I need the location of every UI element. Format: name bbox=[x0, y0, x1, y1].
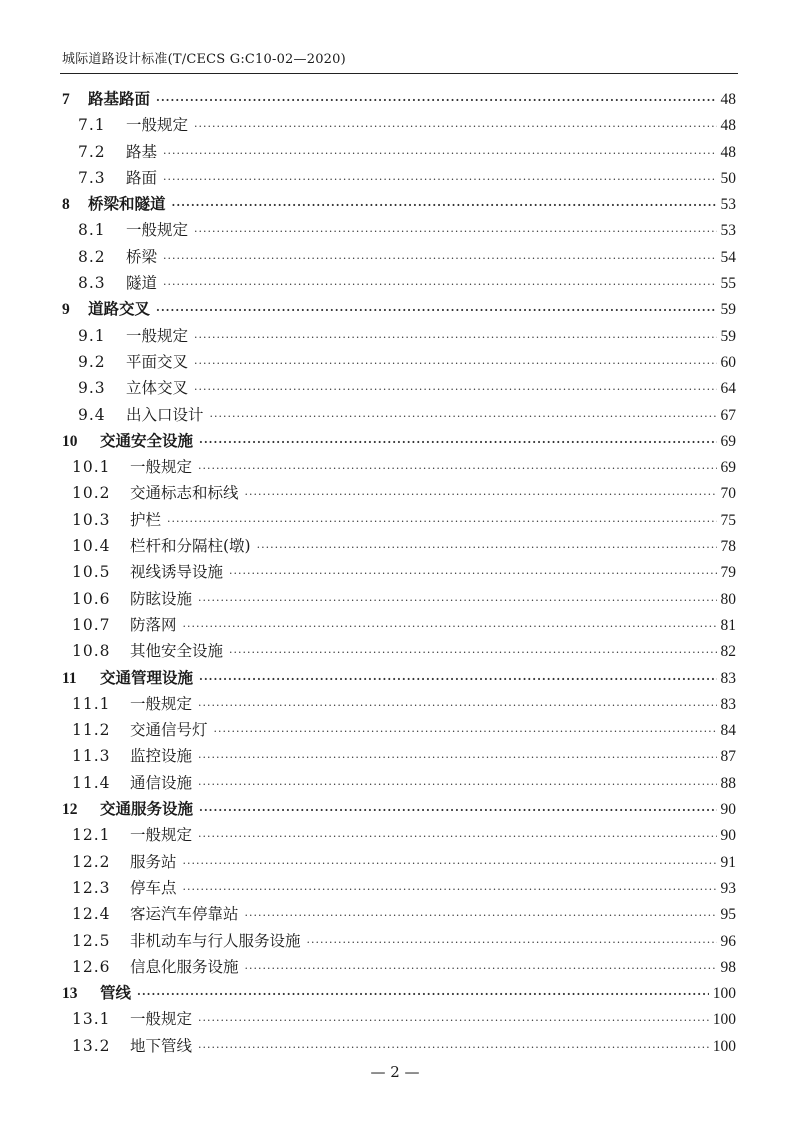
toc-entry-title: 监控设施 bbox=[130, 747, 193, 766]
toc-entry-number: 12.5 bbox=[72, 931, 111, 950]
toc-entry-title: 栏杆和分隔柱(墩) bbox=[130, 537, 251, 556]
toc-entry-title: 一般规定 bbox=[126, 116, 189, 135]
toc-dot-leader bbox=[198, 772, 716, 798]
toc-entry-page: 55 bbox=[720, 275, 736, 293]
toc-entry-title: 客运汽车停靠站 bbox=[130, 905, 239, 924]
toc-section-row[interactable] bbox=[62, 770, 736, 796]
toc-entry-title: 非机动车与行人服务设施 bbox=[130, 931, 301, 950]
toc-section-row[interactable] bbox=[62, 901, 736, 927]
toc-entry-title: 地下管线 bbox=[130, 1036, 193, 1055]
toc-entry-page: 96 bbox=[720, 932, 736, 950]
toc-entry-title: 视线诱导设施 bbox=[130, 563, 224, 582]
toc-entry-number: 10.4 bbox=[72, 537, 111, 556]
toc-entry-page: 69 bbox=[720, 459, 736, 477]
toc-entry-title: 道路交叉 bbox=[88, 299, 151, 319]
toc-dot-leader bbox=[214, 719, 717, 745]
toc-entry-page: 59 bbox=[720, 301, 736, 319]
toc-section-row[interactable] bbox=[62, 165, 736, 191]
toc-dot-leader bbox=[163, 141, 716, 167]
toc-section-row[interactable] bbox=[62, 244, 736, 270]
toc-dot-leader bbox=[194, 325, 716, 351]
toc-dot-leader bbox=[198, 745, 716, 771]
toc-entry-page: 69 bbox=[720, 432, 736, 450]
toc-section-row[interactable] bbox=[62, 112, 736, 138]
toc-entry-number: 9.2 bbox=[78, 352, 106, 371]
toc-dot-leader bbox=[194, 219, 716, 245]
toc-entry-title: 一般规定 bbox=[126, 326, 189, 345]
toc-entry-number: 9.1 bbox=[78, 326, 106, 345]
toc-chapter-row[interactable] bbox=[62, 665, 736, 691]
toc-entry-number: 8.3 bbox=[78, 274, 106, 293]
toc-entry-page: 48 bbox=[720, 117, 736, 135]
table-of-contents bbox=[62, 86, 736, 1059]
toc-entry-title: 护栏 bbox=[130, 510, 162, 529]
toc-dot-leader bbox=[194, 351, 716, 377]
toc-dot-leader bbox=[194, 377, 716, 403]
toc-entry-number: 11.1 bbox=[72, 694, 111, 713]
toc-entry-number: 7.2 bbox=[78, 142, 106, 161]
toc-dot-leader bbox=[163, 246, 716, 272]
toc-entry-title: 一般规定 bbox=[126, 221, 189, 240]
toc-dot-leader bbox=[198, 456, 716, 482]
toc-entry-title: 通信设施 bbox=[130, 773, 193, 792]
toc-entry-title: 其他安全设施 bbox=[130, 642, 224, 661]
toc-entry-number: 11.2 bbox=[72, 721, 111, 740]
toc-entry-title: 路基 bbox=[126, 142, 158, 161]
toc-section-row[interactable] bbox=[62, 402, 736, 428]
toc-entry-title: 信息化服务设施 bbox=[130, 957, 239, 976]
toc-dot-leader bbox=[210, 404, 717, 430]
toc-chapter-row[interactable] bbox=[62, 980, 736, 1006]
toc-entry-title: 路基路面 bbox=[88, 89, 151, 108]
toc-entry-page: 54 bbox=[720, 248, 736, 266]
toc-entry-page: 67 bbox=[720, 406, 736, 424]
toc-entry-page: 75 bbox=[720, 511, 736, 529]
toc-entry-page: 95 bbox=[720, 906, 736, 924]
toc-entry-number: 12.4 bbox=[72, 905, 111, 924]
toc-section-row[interactable] bbox=[62, 612, 736, 638]
toc-entry-page: 70 bbox=[720, 485, 736, 503]
toc-entry-number: 11.4 bbox=[72, 773, 111, 792]
toc-entry-title: 交通安全设施 bbox=[100, 430, 194, 450]
toc-entry-title: 交通服务设施 bbox=[100, 799, 194, 819]
toc-section-row[interactable] bbox=[62, 928, 736, 954]
toc-entry-title: 管线 bbox=[100, 983, 132, 1003]
toc-entry-page: 53 bbox=[720, 196, 736, 214]
toc-section-row[interactable] bbox=[62, 954, 736, 980]
toc-section-row[interactable] bbox=[62, 480, 736, 506]
toc-entry-number: 8.1 bbox=[78, 221, 106, 240]
toc-entry-number: 11.3 bbox=[72, 747, 111, 766]
toc-section-row[interactable] bbox=[62, 743, 736, 769]
toc-entry-number: 13.2 bbox=[72, 1036, 111, 1055]
toc-entry-page: 48 bbox=[720, 91, 736, 108]
toc-entry-title: 一般规定 bbox=[130, 458, 193, 477]
toc-entry-number: 7.3 bbox=[78, 168, 106, 187]
toc-entry-number: 12 bbox=[62, 801, 78, 819]
toc-entry-number: 12.2 bbox=[72, 852, 111, 871]
toc-dot-leader bbox=[199, 798, 716, 824]
toc-section-row[interactable] bbox=[62, 139, 736, 165]
toc-entry-page: 82 bbox=[720, 643, 736, 661]
toc-dot-leader bbox=[156, 88, 716, 114]
toc-entry-number: 13.1 bbox=[72, 1010, 111, 1029]
toc-entry-number: 7 bbox=[62, 91, 70, 108]
toc-chapter-row[interactable] bbox=[62, 796, 736, 822]
toc-section-row[interactable] bbox=[62, 1006, 736, 1032]
toc-section-row[interactable] bbox=[62, 559, 736, 585]
toc-entry-page: 53 bbox=[720, 222, 736, 240]
toc-section-row[interactable] bbox=[62, 323, 736, 349]
toc-dot-leader bbox=[229, 640, 716, 666]
toc-entry-title: 交通标志和标线 bbox=[130, 484, 239, 503]
toc-entry-number: 10.7 bbox=[72, 615, 111, 634]
toc-section-row[interactable] bbox=[62, 270, 736, 296]
toc-entry-title: 桥梁 bbox=[126, 247, 158, 266]
page-number: — 2 — bbox=[370, 1063, 420, 1081]
toc-entry-page: 83 bbox=[720, 695, 736, 713]
toc-dot-leader bbox=[198, 693, 716, 719]
toc-entry-number: 10.5 bbox=[72, 563, 111, 582]
toc-section-row[interactable] bbox=[62, 533, 736, 559]
toc-entry-page: 83 bbox=[720, 669, 736, 687]
toc-dot-leader bbox=[167, 509, 716, 535]
toc-dot-leader bbox=[257, 535, 717, 561]
toc-entry-page: 90 bbox=[720, 827, 736, 845]
toc-section-row[interactable] bbox=[62, 349, 736, 375]
header-rule bbox=[60, 73, 738, 74]
toc-entry-number: 8 bbox=[62, 196, 70, 214]
toc-dot-leader bbox=[194, 114, 716, 140]
toc-entry-page: 78 bbox=[720, 538, 736, 556]
toc-entry-number: 10.6 bbox=[72, 589, 111, 608]
toc-entry-title: 立体交叉 bbox=[126, 379, 189, 398]
toc-entry-number: 9.3 bbox=[78, 379, 106, 398]
toc-section-row[interactable] bbox=[62, 875, 736, 901]
toc-entry-title: 出入口设计 bbox=[126, 405, 204, 424]
toc-dot-leader bbox=[198, 824, 716, 850]
toc-entry-number: 10.8 bbox=[72, 642, 111, 661]
toc-entry-page: 59 bbox=[720, 327, 736, 345]
toc-dot-leader bbox=[172, 193, 717, 219]
toc-entry-page: 60 bbox=[720, 353, 736, 371]
toc-section-row[interactable] bbox=[62, 507, 736, 533]
toc-entry-title: 桥梁和隧道 bbox=[88, 194, 166, 214]
toc-entry-number: 10.1 bbox=[72, 458, 111, 477]
toc-entry-number: 11 bbox=[62, 669, 77, 687]
toc-dot-leader bbox=[199, 430, 716, 456]
toc-entry-title: 一般规定 bbox=[130, 694, 193, 713]
toc-section-row[interactable] bbox=[62, 717, 736, 743]
toc-dot-leader bbox=[198, 1008, 709, 1034]
toc-dot-leader bbox=[163, 272, 716, 298]
toc-entry-page: 98 bbox=[720, 958, 736, 976]
toc-dot-leader bbox=[245, 903, 717, 929]
toc-dot-leader bbox=[183, 614, 717, 640]
toc-entry-page: 91 bbox=[720, 853, 736, 871]
toc-dot-leader bbox=[199, 667, 716, 693]
toc-entry-title: 服务站 bbox=[130, 852, 177, 871]
toc-section-row[interactable] bbox=[62, 822, 736, 848]
toc-entry-page: 88 bbox=[720, 774, 736, 792]
toc-entry-number: 12.1 bbox=[72, 826, 111, 845]
toc-section-row[interactable] bbox=[62, 691, 736, 717]
toc-entry-title: 一般规定 bbox=[130, 1010, 193, 1029]
toc-section-row[interactable] bbox=[62, 454, 736, 480]
toc-entry-page: 93 bbox=[720, 879, 736, 897]
toc-entry-number: 9 bbox=[62, 301, 70, 319]
toc-chapter-row[interactable] bbox=[62, 428, 736, 454]
toc-entry-page: 50 bbox=[720, 169, 736, 187]
toc-entry-number: 13 bbox=[62, 985, 78, 1003]
toc-entry-number: 12.6 bbox=[72, 957, 111, 976]
toc-dot-leader bbox=[245, 482, 717, 508]
toc-entry-page: 100 bbox=[712, 1037, 736, 1055]
toc-section-row[interactable] bbox=[62, 217, 736, 243]
toc-entry-page: 90 bbox=[720, 801, 736, 819]
toc-dot-leader bbox=[198, 1035, 709, 1061]
toc-entry-number: 10.2 bbox=[72, 484, 111, 503]
toc-entry-page: 100 bbox=[712, 1011, 736, 1029]
toc-section-row[interactable] bbox=[62, 375, 736, 401]
toc-entry-title: 防落网 bbox=[130, 615, 177, 634]
toc-dot-leader bbox=[229, 561, 716, 587]
toc-entry-title: 路面 bbox=[126, 168, 158, 187]
toc-entry-title: 一般规定 bbox=[130, 826, 193, 845]
toc-chapter-row[interactable] bbox=[62, 191, 736, 217]
toc-entry-page: 80 bbox=[720, 590, 736, 608]
toc-entry-page: 84 bbox=[720, 722, 736, 740]
toc-chapter-row[interactable] bbox=[62, 296, 736, 322]
toc-entry-number: 8.2 bbox=[78, 247, 106, 266]
toc-dot-leader bbox=[183, 877, 717, 903]
toc-entry-title: 平面交叉 bbox=[126, 352, 189, 371]
toc-entry-number: 7.1 bbox=[78, 116, 106, 135]
toc-entry-page: 79 bbox=[720, 564, 736, 582]
toc-entry-number: 9.4 bbox=[78, 405, 106, 424]
toc-section-row[interactable] bbox=[62, 1033, 736, 1059]
toc-entry-page: 64 bbox=[720, 380, 736, 398]
toc-dot-leader bbox=[163, 167, 716, 193]
toc-entry-title: 防眩设施 bbox=[130, 589, 193, 608]
toc-section-row[interactable] bbox=[62, 586, 736, 612]
toc-entry-title: 交通信号灯 bbox=[130, 721, 208, 740]
toc-entry-number: 10 bbox=[62, 432, 78, 450]
toc-dot-leader bbox=[198, 588, 716, 614]
toc-entry-page: 100 bbox=[712, 985, 736, 1003]
toc-dot-leader bbox=[183, 851, 717, 877]
running-header: 城际道路设计标准(T/CECS G:C10-02—2020) bbox=[62, 52, 346, 67]
toc-dot-leader bbox=[307, 930, 717, 956]
toc-dot-leader bbox=[245, 956, 717, 982]
toc-section-row[interactable] bbox=[62, 849, 736, 875]
toc-chapter-row[interactable] bbox=[62, 86, 736, 112]
toc-section-row[interactable] bbox=[62, 638, 736, 664]
toc-dot-leader bbox=[137, 982, 709, 1008]
toc-entry-title: 隧道 bbox=[126, 274, 158, 293]
toc-entry-page: 81 bbox=[720, 616, 736, 634]
toc-entry-number: 12.3 bbox=[72, 878, 111, 897]
toc-entry-number: 10.3 bbox=[72, 510, 111, 529]
toc-entry-page: 48 bbox=[720, 143, 736, 161]
toc-entry-page: 87 bbox=[720, 748, 736, 766]
toc-dot-leader bbox=[156, 298, 716, 324]
toc-entry-title: 停车点 bbox=[130, 878, 177, 897]
toc-entry-title: 交通管理设施 bbox=[100, 667, 194, 687]
